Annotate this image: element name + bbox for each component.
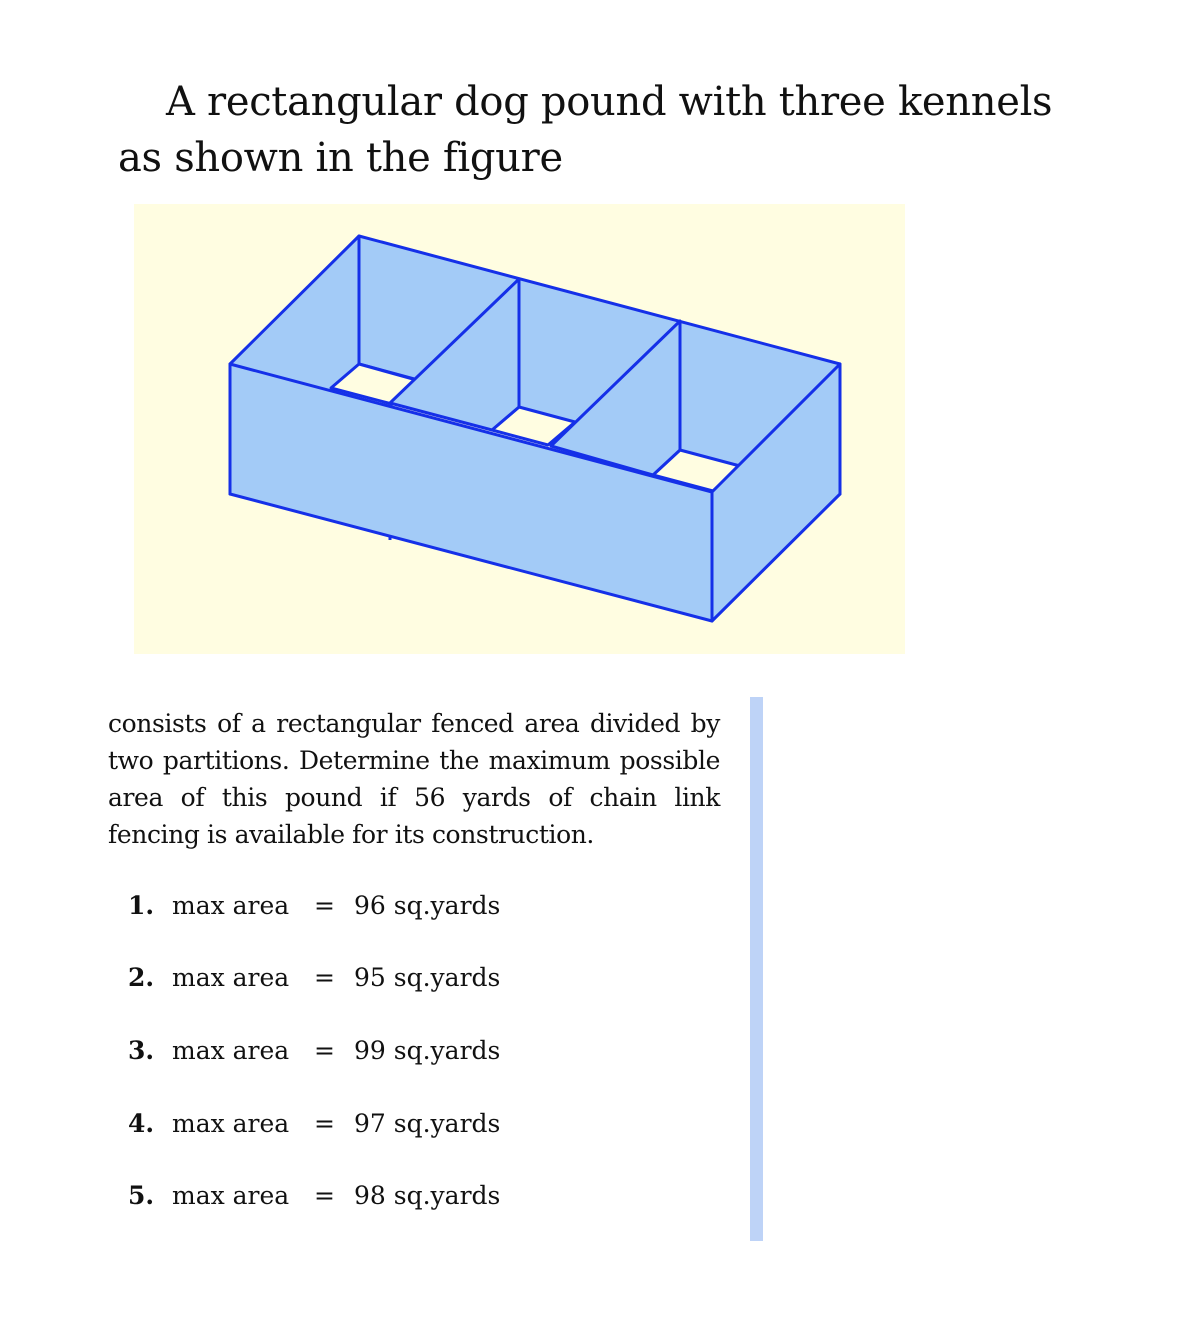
- choice-value: 99 sq.yards: [354, 1036, 501, 1065]
- choice-number: 2.: [128, 963, 155, 992]
- equals-sign: =: [314, 1036, 335, 1065]
- choice-label: max area: [172, 1109, 290, 1138]
- choice-number: 1.: [128, 891, 155, 920]
- choice-value: 97 sq.yards: [354, 1109, 501, 1138]
- dog-pound-figure: [134, 204, 905, 654]
- choice-label: max area: [172, 891, 290, 920]
- choice-value: 95 sq.yards: [354, 963, 501, 992]
- choice-label: max area: [172, 1036, 290, 1065]
- answer-choice-2[interactable]: [128, 956, 608, 1000]
- choice-value: 98 sq.yards: [354, 1181, 501, 1210]
- choice-value: 96 sq.yards: [354, 891, 501, 920]
- answer-choice-3[interactable]: [128, 1029, 608, 1073]
- answer-choice-1[interactable]: [128, 884, 608, 928]
- choice-label: max area: [172, 963, 290, 992]
- choice-number: 4.: [128, 1109, 155, 1138]
- choice-number: 5.: [128, 1181, 155, 1210]
- answer-margin-bar: [750, 697, 763, 1241]
- equals-sign: =: [314, 963, 335, 992]
- problem-title: A rectangular dog pound with three kennels as shown in the figure: [118, 79, 1053, 181]
- choice-label: max area: [172, 1181, 290, 1210]
- choice-number: 3.: [128, 1036, 155, 1065]
- answer-choice-5[interactable]: [128, 1174, 608, 1218]
- answer-choice-4[interactable]: [128, 1102, 608, 1146]
- equals-sign: =: [314, 1181, 335, 1210]
- equals-sign: =: [314, 1109, 335, 1138]
- problem-text: consists of a rectangular fenced area divided by two partitions. Determine the maximum possible area of this pound if 56 yards of chain link fencing is available for its construction.: [108, 709, 720, 849]
- equals-sign: =: [314, 891, 335, 920]
- dog-pound-drawing: [134, 204, 905, 654]
